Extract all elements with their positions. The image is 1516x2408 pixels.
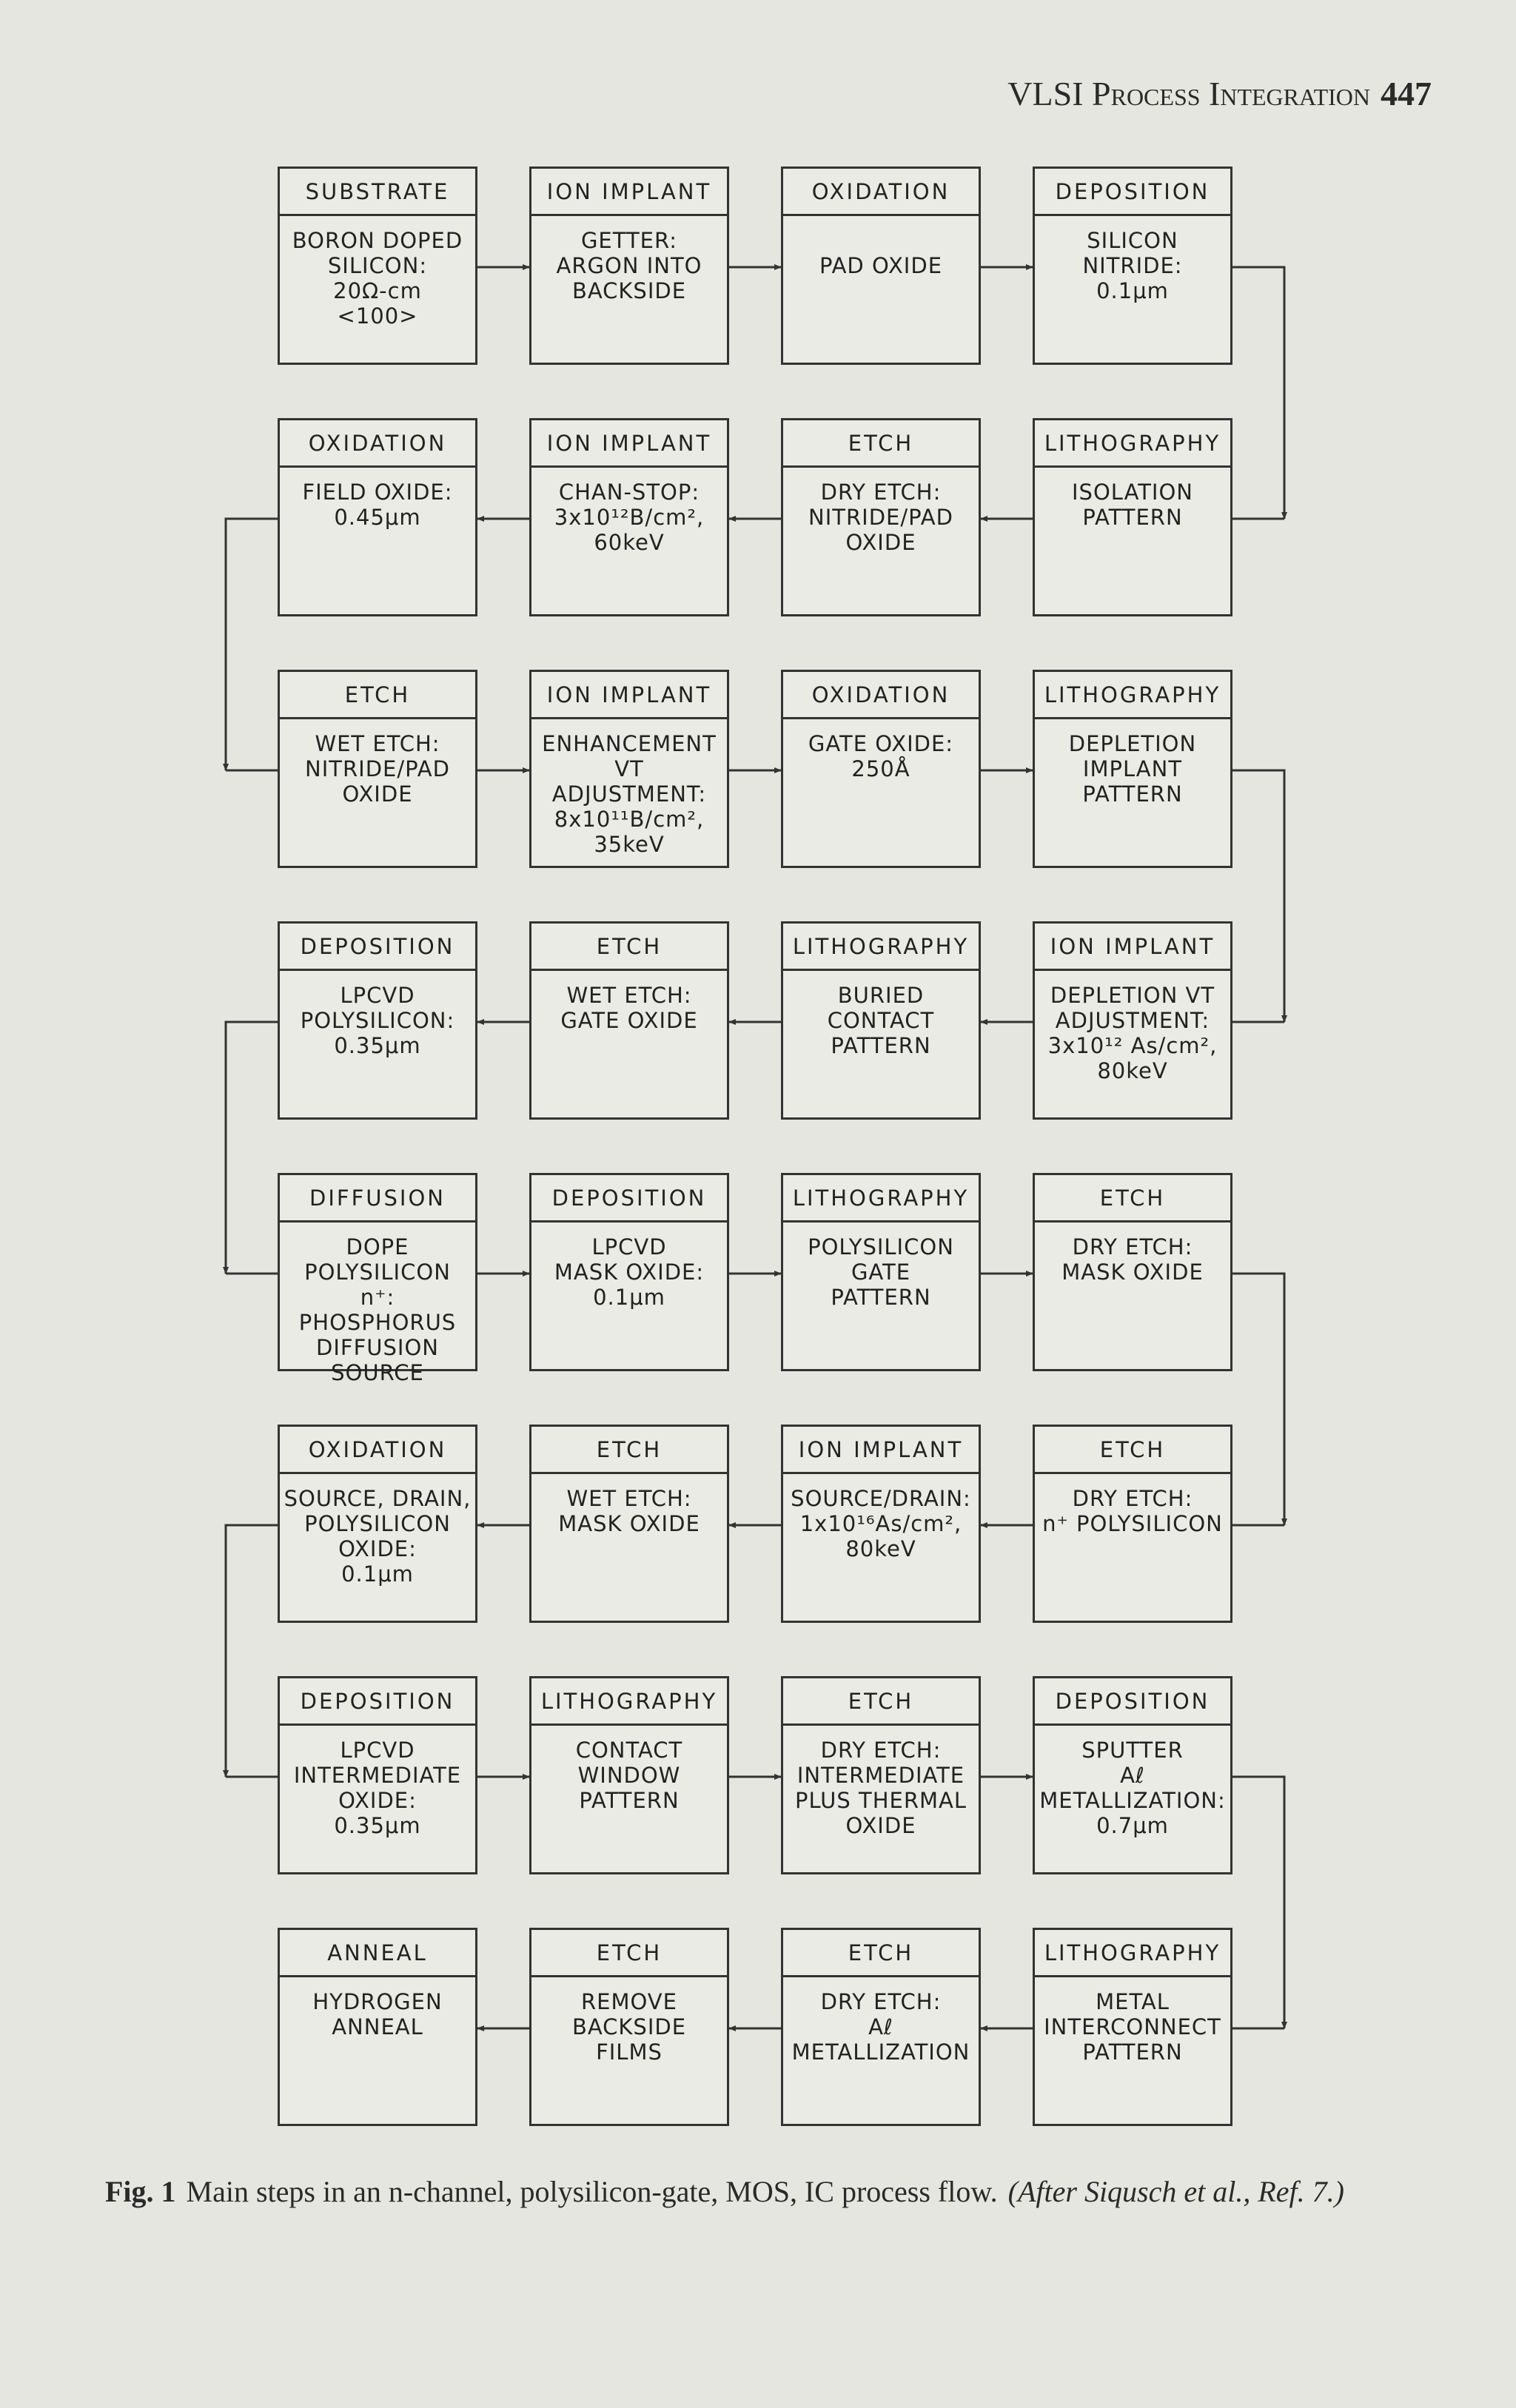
process-step-category: DEPOSITION	[1035, 169, 1230, 216]
process-step-details: DRY ETCH: INTERMEDIATE PLUS THERMAL OXIDE	[794, 1738, 967, 1838]
process-step-category: ETCH	[783, 420, 979, 468]
process-step-details: HYDROGEN ANNEAL	[312, 1989, 443, 2039]
process-step-category: DEPOSITION	[280, 1678, 475, 1726]
process-step-details: LPCVD POLYSILICON: 0.35μm	[300, 983, 455, 1058]
process-step-category: OXIDATION	[783, 672, 979, 719]
process-step-box	[781, 921, 981, 1120]
process-step-box	[278, 418, 477, 616]
process-step-box	[278, 1425, 477, 1623]
process-step-category: LITHOGRAPHY	[1035, 420, 1230, 468]
process-step-details: SILICON NITRIDE: 0.1μm	[1082, 228, 1183, 303]
process-step-details: DEPLETION VT ADJUSTMENT: 3x10¹² As/cm², 80keV	[1047, 983, 1218, 1083]
process-step-category: ANNEAL	[280, 1930, 475, 1977]
process-step-box	[278, 921, 477, 1120]
process-step-details: WET ETCH: MASK OXIDE	[558, 1486, 700, 1536]
process-step-box	[529, 1173, 729, 1371]
process-step-box	[529, 1676, 729, 1874]
process-step-details: POLYSILICON GATE PATTERN	[808, 1234, 954, 1310]
caption-text: Main steps in an n-channel, polysilicon-gate, MOS, IC process flow.	[186, 2175, 998, 2208]
process-step-box	[278, 1928, 477, 2126]
process-step-box	[1033, 1173, 1232, 1371]
process-step-box	[529, 1928, 729, 2126]
process-step-box	[278, 1173, 477, 1385]
process-step-category: ETCH	[531, 1930, 727, 1977]
process-step-box	[1033, 921, 1232, 1120]
process-step-box	[529, 167, 729, 365]
process-step-box	[781, 418, 981, 616]
process-step-category: ION IMPLANT	[1035, 924, 1230, 971]
process-step-category: ION IMPLANT	[531, 672, 727, 719]
process-step-category: ETCH	[783, 1930, 979, 1977]
process-step-category: LITHOGRAPHY	[1035, 672, 1230, 719]
process-step-category: OXIDATION	[280, 420, 475, 468]
process-step-category: DEPOSITION	[1035, 1678, 1230, 1726]
process-step-details: DRY ETCH: n⁺ POLYSILICON	[1042, 1486, 1223, 1536]
process-step-category: ION IMPLANT	[783, 1427, 979, 1474]
process-step-details: LPCVD MASK OXIDE: 0.1μm	[554, 1234, 705, 1310]
process-step-details: SPUTTER Aℓ METALLIZATION: 0.7μm	[1039, 1738, 1226, 1838]
process-step-details: ENHANCEMENT VT ADJUSTMENT: 8x10¹¹B/cm², 35keV	[542, 731, 717, 857]
process-step-details: SOURCE, DRAIN, POLYSILICON OXIDE: 0.1μm	[284, 1486, 472, 1587]
process-step-details: DRY ETCH: Aℓ METALLIZATION	[791, 1989, 970, 2065]
process-step-details: DRY ETCH: MASK OXIDE	[1061, 1234, 1204, 1285]
process-step-details: SOURCE/DRAIN: 1x10¹⁶As/cm², 80keV	[791, 1486, 971, 1561]
process-step-details: METAL INTERCONNECT PATTERN	[1044, 1989, 1221, 2065]
process-step-details: ISOLATION PATTERN	[1072, 480, 1193, 530]
process-step-box	[1033, 418, 1232, 616]
figure-caption	[105, 2170, 1438, 2214]
process-step-category: ION IMPLANT	[531, 169, 727, 216]
process-step-box	[278, 167, 477, 365]
process-step-box	[1033, 670, 1232, 868]
process-step-details: CONTACT WINDOW PATTERN	[575, 1738, 683, 1813]
process-step-details: DOPE POLYSILICON n⁺: PHOSPHORUS DIFFUSION SOURCE	[298, 1234, 457, 1385]
process-step-details: WET ETCH: GATE OXIDE	[560, 983, 698, 1033]
process-step-box	[529, 418, 729, 616]
process-step-box	[781, 1928, 981, 2126]
process-step-category: OXIDATION	[280, 1427, 475, 1474]
process-step-category: ION IMPLANT	[531, 420, 727, 468]
process-step-details: PAD OXIDE	[819, 253, 943, 278]
process-step-category: LITHOGRAPHY	[783, 1175, 979, 1223]
process-step-category: LITHOGRAPHY	[1035, 1930, 1230, 1977]
process-step-box	[278, 670, 477, 868]
process-step-details: DEPLETION IMPLANT PATTERN	[1068, 731, 1197, 807]
process-step-category: LITHOGRAPHY	[531, 1678, 727, 1726]
process-step-box	[529, 1425, 729, 1623]
process-step-details: DRY ETCH: NITRIDE/PAD OXIDE	[808, 480, 953, 555]
process-step-category: DEPOSITION	[280, 924, 475, 971]
process-step-details: LPCVD INTERMEDIATE OXIDE: 0.35μm	[293, 1738, 462, 1838]
process-step-details: CHAN-STOP: 3x10¹²B/cm², 60keV	[554, 480, 705, 555]
process-step-details: GATE OXIDE: 250Å	[808, 731, 954, 781]
page-number: 447	[1381, 75, 1432, 112]
process-step-category: ETCH	[531, 1427, 727, 1474]
process-step-box	[529, 921, 729, 1120]
process-step-box	[1033, 1676, 1232, 1874]
process-step-category: ETCH	[531, 924, 727, 971]
process-step-category: ETCH	[783, 1678, 979, 1726]
process-step-category: SUBSTRATE	[280, 169, 475, 216]
process-step-category: DEPOSITION	[531, 1175, 727, 1223]
running-head-title: VLSI Process Integration	[1007, 75, 1370, 112]
process-step-box	[781, 167, 981, 365]
process-step-box	[781, 670, 981, 868]
process-step-details: FIELD OXIDE: 0.45μm	[302, 480, 453, 530]
process-step-box	[278, 1676, 477, 1874]
process-step-box	[781, 1425, 981, 1623]
process-step-box	[1033, 1928, 1232, 2126]
process-step-category: ETCH	[1035, 1427, 1230, 1474]
caption-label: Fig. 1	[105, 2175, 176, 2208]
process-step-category: DIFFUSION	[280, 1175, 475, 1223]
process-step-category: LITHOGRAPHY	[783, 924, 979, 971]
process-step-details: WET ETCH: NITRIDE/PAD OXIDE	[305, 731, 450, 807]
process-step-category: ETCH	[280, 672, 475, 719]
process-step-category: ETCH	[1035, 1175, 1230, 1223]
process-step-details: REMOVE BACKSIDE FILMS	[571, 1989, 687, 2065]
process-step-box	[781, 1173, 981, 1371]
process-step-box	[781, 1676, 981, 1874]
process-step-details: BURIED CONTACT PATTERN	[827, 983, 935, 1058]
process-step-box	[529, 670, 729, 868]
caption-attribution: (After Siqusch et al., Ref. 7.)	[1007, 2175, 1344, 2208]
process-step-box	[1033, 1425, 1232, 1623]
process-step-details: BORON DOPED SILICON: 20Ω-cm <100>	[292, 228, 463, 329]
process-step-details: GETTER: ARGON INTO BACKSIDE	[556, 228, 702, 303]
process-step-category: OXIDATION	[783, 169, 979, 216]
process-step-box	[1033, 167, 1232, 365]
